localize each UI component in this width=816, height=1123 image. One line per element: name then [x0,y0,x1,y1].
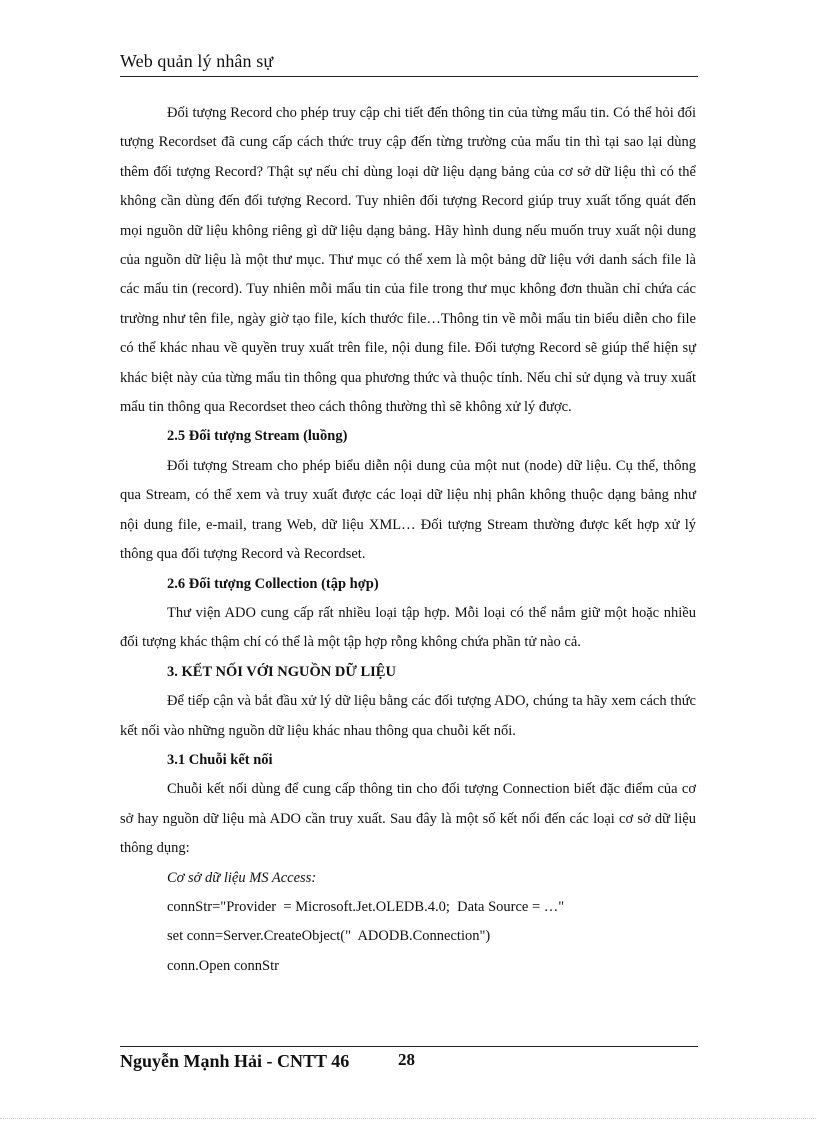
paragraph-collection: Thư viện ADO cung cấp rất nhiều loại tập hợp. Mỗi loại có thể nắm giữ một hoặc nhiều đối tượng khác thậm chí có thể là một tập hợp rỗng không chứa phần tử nào cả. [120,604,696,651]
paragraph-stream: Đối tượng Stream cho phép biểu diễn nội dung của một nut (node) dữ liệu. Cụ thể, thông qua Stream, có thể xem và truy xuất được các loại dữ liệu nhị phân không thuộc dạng bảng như nội dung file, e-mail, trang Web, dữ liệu XML… Đối tượng Stream thường được kết hợp xử lý thông qua đối tượng Record và Recordset. [120,457,696,563]
paragraph-connection-string: Chuỗi kết nối dùng để cung cấp thông tin cho đối tượng Connection biết đặc điểm của cơ sở hay nguồn dữ liệu mà ADO cần truy xuất. Sau đây là một số kết nối đến các loại cơ sở dữ liệu thông dụng: [120,781,696,857]
subheading-ms-access: Cơ sở dữ liệu MS Access: [167,869,317,886]
code-line-open: conn.Open connStr [167,957,279,974]
code-line-create-object: set conn=Server.CreateObject(" ADODB.Connection") [167,928,491,945]
page-edge-divider [0,1118,816,1119]
header-title: Web quản lý nhân sự [120,51,274,71]
code-line-connstr: connStr="Provider = Microsoft.Jet.OLEDB.4.0; Data Source = …" [167,898,565,915]
body-text [120,99,696,981]
footer-rule [120,1046,698,1047]
heading-connection-string: 3.1 Chuỗi kết nối [167,751,273,768]
paragraph-connect: Để tiếp cận và bắt đầu xử lý dữ liệu bằng các đối tượng ADO, chúng ta hãy xem cách thức kết nối vào những nguồn dữ liệu khác nhau thông qua chuỗi kết nối. [120,693,696,739]
heading-stream: 2.5 Đối tượng Stream (luồng) [167,428,348,445]
heading-connect: 3. KẾT NỐI VỚI NGUỒN DỮ LIỆU [167,663,396,680]
paragraph-record: Đối tượng Record cho phép truy cập chi tiết đến thông tin của từng mẩu tin. Có thể hỏi đối tượng Recordset đã cung cấp cách thức truy cập đến từng trường của mẩu tin thì tại sao lại dùng thêm đối tượng Record? Thật sự nếu chỉ dùng loại dữ liệu dạng bảng của cơ sở dữ liệu thì có thể không cần dùng đến đối tượng Record. Tuy nhiên đối tượng Record giúp truy xuất tổng quát đến mọi nguồn dữ liệu không riêng gì dữ liệu dạng bảng. Hãy hình dung nếu muốn truy xuất nội dung của nguồn dữ liệu là một thư mục. Thư mục có thể xem là một bảng dữ liệu với danh sách file là các mẩu tin (record). Tuy nhiên mỗi mẩu tin của file trong thư mục không đơn thuần chỉ chứa các trường như tên file, ngày giờ tạo file, kích thước file…Thông tin về mỗi mẩu tin biểu diễn cho file có thể khác nhau về quyền truy xuất trên file, nội dung file. Đối tượng Record sẽ giúp thể hiện sự khác biệt này của từng mẩu tin thông qua phương thức và thuộc tính. Nếu chỉ sử dụng và truy xuất mẩu tin thông qua Recordset theo cách thông thường thì sẽ không xử lý được. [120,105,696,416]
header-rule [120,76,698,77]
heading-collection: 2.6 Đối tượng Collection (tập hợp) [167,575,379,592]
footer-author: Nguyễn Mạnh Hải - CNTT 46 [120,1051,350,1071]
page-number: 28 [398,1050,415,1069]
